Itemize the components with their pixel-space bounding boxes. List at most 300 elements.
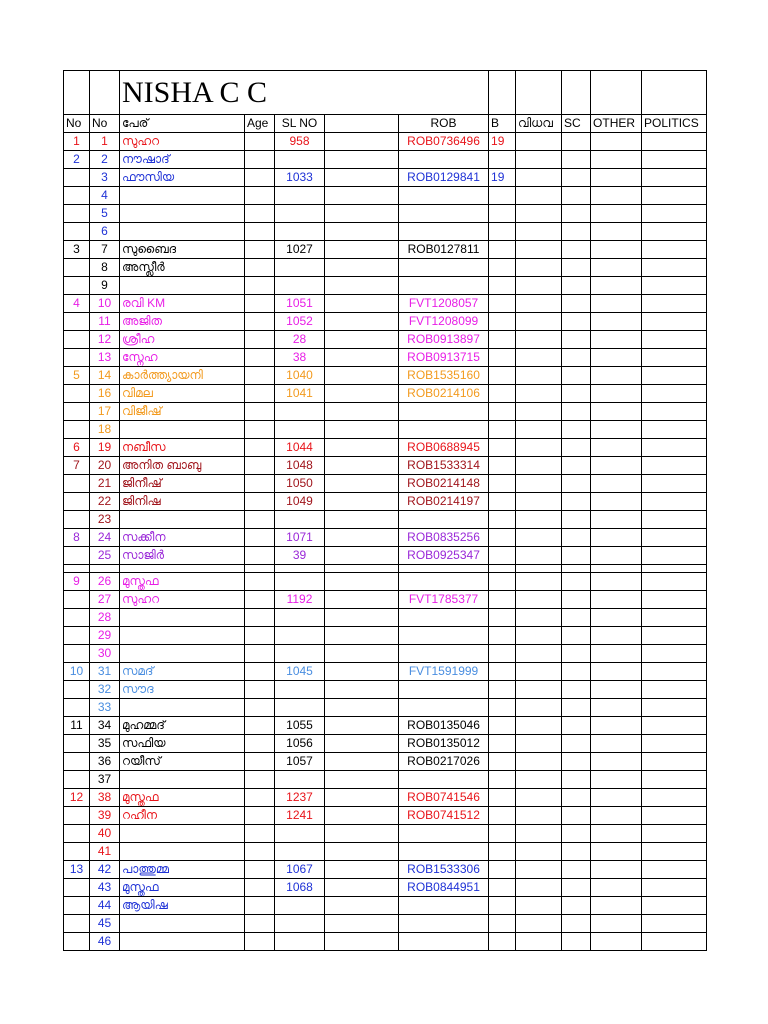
table-row	[64, 681, 707, 699]
politics-cell	[642, 591, 707, 609]
rob-cell	[399, 771, 489, 789]
other-cell	[591, 421, 642, 439]
serial-no-cell: 16	[90, 385, 120, 403]
blank-cell	[325, 475, 399, 493]
widow-cell	[516, 385, 562, 403]
house-no-cell	[64, 331, 90, 349]
politics-cell	[642, 645, 707, 663]
house-no-cell	[64, 915, 90, 933]
other-cell	[591, 331, 642, 349]
b-cell	[489, 187, 516, 205]
other-cell	[591, 681, 642, 699]
blank-cell	[325, 205, 399, 223]
name-cell: മുസ്തഫ	[120, 573, 245, 591]
rob-cell	[399, 223, 489, 241]
table-row	[64, 565, 707, 573]
widow-cell	[516, 187, 562, 205]
politics-cell	[642, 735, 707, 753]
table-row	[64, 753, 707, 771]
blank-cell	[325, 735, 399, 753]
header-serial-no: No	[90, 115, 120, 133]
politics-cell	[642, 349, 707, 367]
age-cell	[245, 475, 275, 493]
house-no-cell	[64, 735, 90, 753]
b-cell	[489, 807, 516, 825]
sc-cell	[562, 681, 591, 699]
table-row	[64, 789, 707, 807]
b-cell	[489, 915, 516, 933]
widow-cell	[516, 349, 562, 367]
house-no-cell: 3	[64, 241, 90, 259]
politics-cell	[642, 241, 707, 259]
serial-no-cell: 44	[90, 897, 120, 915]
other-cell	[591, 915, 642, 933]
serial-no-cell: 21	[90, 475, 120, 493]
widow-cell	[516, 133, 562, 151]
table-row	[64, 609, 707, 627]
other-cell	[591, 547, 642, 565]
sc-cell	[562, 439, 591, 457]
widow-cell	[516, 421, 562, 439]
house-no-cell	[64, 627, 90, 645]
b-cell: 19	[489, 169, 516, 187]
blank-cell	[325, 295, 399, 313]
serial-no-cell: 42	[90, 861, 120, 879]
rob-cell: ROB0129841	[399, 169, 489, 187]
sc-cell	[562, 241, 591, 259]
serial-no-cell: 31	[90, 663, 120, 681]
table-row	[64, 277, 707, 295]
politics-cell	[642, 223, 707, 241]
sc-cell	[562, 753, 591, 771]
blank-cell	[325, 493, 399, 511]
name-cell: റയീസ്	[120, 753, 245, 771]
widow-cell	[516, 169, 562, 187]
table-row	[64, 843, 707, 861]
name-cell: രവി KM	[120, 295, 245, 313]
age-cell	[245, 735, 275, 753]
name-cell	[120, 277, 245, 295]
widow-cell	[516, 277, 562, 295]
blank-cell	[325, 349, 399, 367]
b-cell	[489, 259, 516, 277]
b-cell	[489, 385, 516, 403]
name-cell: നൗഷാദ്	[120, 151, 245, 169]
sl-no-cell: 1027	[275, 241, 325, 259]
politics-cell	[642, 825, 707, 843]
politics-cell	[642, 681, 707, 699]
politics-cell	[642, 565, 707, 573]
sl-no-cell: 1071	[275, 529, 325, 547]
house-no-cell	[64, 403, 90, 421]
sl-no-cell: 1052	[275, 313, 325, 331]
blank-cell	[325, 403, 399, 421]
other-cell	[591, 663, 642, 681]
serial-no-cell: 20	[90, 457, 120, 475]
b-cell	[489, 879, 516, 897]
other-cell	[591, 825, 642, 843]
other-cell	[591, 699, 642, 717]
name-cell: ആയിഷ	[120, 897, 245, 915]
b-cell	[489, 277, 516, 295]
serial-no-cell: 13	[90, 349, 120, 367]
table-row	[64, 771, 707, 789]
name-cell: സുഹറ	[120, 133, 245, 151]
b-cell	[489, 331, 516, 349]
sc-cell	[562, 205, 591, 223]
serial-no-cell: 46	[90, 933, 120, 951]
rob-cell: ROB0741512	[399, 807, 489, 825]
name-cell: സ്നേഹ	[120, 349, 245, 367]
table-row	[64, 421, 707, 439]
house-no-cell	[64, 259, 90, 277]
b-cell	[489, 609, 516, 627]
name-cell	[120, 699, 245, 717]
header-politics: POLITICS	[642, 115, 707, 133]
sl-no-cell	[275, 151, 325, 169]
sc-cell	[562, 223, 591, 241]
blank-cell	[325, 277, 399, 295]
serial-no-cell: 34	[90, 717, 120, 735]
politics-cell	[642, 861, 707, 879]
table-row	[64, 735, 707, 753]
name-cell: ശ്രീഹ	[120, 331, 245, 349]
age-cell	[245, 439, 275, 457]
header-sl-no: SL NO	[275, 115, 325, 133]
widow-cell	[516, 753, 562, 771]
sl-no-cell: 1241	[275, 807, 325, 825]
other-cell	[591, 753, 642, 771]
sc-cell	[562, 609, 591, 627]
widow-cell	[516, 681, 562, 699]
table-row	[64, 511, 707, 529]
sl-no-cell	[275, 645, 325, 663]
b-cell	[489, 151, 516, 169]
rob-cell	[399, 565, 489, 573]
politics-cell	[642, 547, 707, 565]
politics-cell	[642, 627, 707, 645]
age-cell	[245, 493, 275, 511]
sc-cell	[562, 915, 591, 933]
name-cell: റഹീന	[120, 807, 245, 825]
sc-cell	[562, 843, 591, 861]
widow-cell	[516, 241, 562, 259]
politics-cell	[642, 663, 707, 681]
widow-cell	[516, 151, 562, 169]
age-cell	[245, 573, 275, 591]
other-cell	[591, 843, 642, 861]
house-no-cell	[64, 933, 90, 951]
serial-no-cell: 45	[90, 915, 120, 933]
sc-cell	[562, 861, 591, 879]
sl-no-cell	[275, 843, 325, 861]
widow-cell	[516, 789, 562, 807]
rob-cell: ROB1533314	[399, 457, 489, 475]
table-row	[64, 187, 707, 205]
table-row	[64, 645, 707, 663]
name-cell	[120, 627, 245, 645]
sl-no-cell	[275, 511, 325, 529]
b-cell	[489, 223, 516, 241]
sc-cell	[562, 627, 591, 645]
other-cell	[591, 591, 642, 609]
blank-cell	[325, 861, 399, 879]
blank-cell	[325, 591, 399, 609]
widow-cell	[516, 295, 562, 313]
widow-cell	[516, 493, 562, 511]
sc-cell	[562, 529, 591, 547]
sc-cell	[562, 349, 591, 367]
table-row	[64, 933, 707, 951]
politics-cell	[642, 439, 707, 457]
sc-cell	[562, 699, 591, 717]
b-cell	[489, 475, 516, 493]
serial-no-cell: 5	[90, 205, 120, 223]
blank-cell	[325, 699, 399, 717]
age-cell	[245, 663, 275, 681]
name-cell: സക്കീന	[120, 529, 245, 547]
politics-cell	[642, 529, 707, 547]
sc-cell	[562, 259, 591, 277]
other-cell	[591, 313, 642, 331]
politics-cell	[642, 699, 707, 717]
rob-cell: ROB0844951	[399, 879, 489, 897]
sl-no-cell	[275, 421, 325, 439]
widow-cell	[516, 367, 562, 385]
serial-no-cell: 26	[90, 573, 120, 591]
politics-cell	[642, 915, 707, 933]
name-cell	[120, 223, 245, 241]
blank-cell	[325, 915, 399, 933]
name-cell: ജിനിഷ	[120, 493, 245, 511]
table-row	[64, 295, 707, 313]
b-cell	[489, 771, 516, 789]
age-cell	[245, 223, 275, 241]
b-cell	[489, 529, 516, 547]
sc-cell	[562, 511, 591, 529]
age-cell	[245, 843, 275, 861]
b-cell	[489, 295, 516, 313]
sl-no-cell: 1237	[275, 789, 325, 807]
other-cell	[591, 771, 642, 789]
name-cell	[120, 511, 245, 529]
b-cell	[489, 627, 516, 645]
table-row	[64, 385, 707, 403]
age-cell	[245, 591, 275, 609]
politics-cell	[642, 609, 707, 627]
rob-cell	[399, 645, 489, 663]
politics-cell	[642, 295, 707, 313]
house-no-cell	[64, 187, 90, 205]
rob-cell	[399, 915, 489, 933]
other-cell	[591, 789, 642, 807]
rob-cell	[399, 933, 489, 951]
widow-cell	[516, 591, 562, 609]
name-cell: അസ്ലീർ	[120, 259, 245, 277]
widow-cell	[516, 699, 562, 717]
sc-cell	[562, 717, 591, 735]
house-no-cell	[64, 699, 90, 717]
table-row	[64, 169, 707, 187]
b-cell	[489, 573, 516, 591]
blank-cell	[325, 789, 399, 807]
age-cell	[245, 627, 275, 645]
sc-cell	[562, 591, 591, 609]
rob-cell	[399, 511, 489, 529]
house-no-cell	[64, 421, 90, 439]
house-no-cell	[64, 825, 90, 843]
age-cell	[245, 861, 275, 879]
sc-cell	[562, 897, 591, 915]
blank-cell	[325, 717, 399, 735]
age-cell	[245, 349, 275, 367]
widow-cell	[516, 717, 562, 735]
sc-cell	[562, 493, 591, 511]
house-no-cell	[64, 223, 90, 241]
blank-cell	[325, 663, 399, 681]
name-cell	[120, 933, 245, 951]
blank-cell	[325, 385, 399, 403]
name-cell: സമദ്	[120, 663, 245, 681]
house-no-cell: 6	[64, 439, 90, 457]
b-cell	[489, 313, 516, 331]
house-no-cell: 2	[64, 151, 90, 169]
sl-no-cell	[275, 933, 325, 951]
name-cell: മുസ്തഫ	[120, 879, 245, 897]
blank-cell	[325, 313, 399, 331]
house-no-cell	[64, 349, 90, 367]
table-row	[64, 591, 707, 609]
sc-cell	[562, 277, 591, 295]
sl-no-cell: 1068	[275, 879, 325, 897]
b-cell	[489, 663, 516, 681]
politics-cell	[642, 457, 707, 475]
serial-no-cell: 6	[90, 223, 120, 241]
name-cell: സുഹറ	[120, 591, 245, 609]
age-cell	[245, 825, 275, 843]
other-cell	[591, 565, 642, 573]
house-no-cell: 10	[64, 663, 90, 681]
blank-cell	[325, 627, 399, 645]
rob-cell	[399, 259, 489, 277]
rob-cell	[399, 843, 489, 861]
age-cell	[245, 295, 275, 313]
other-cell	[591, 187, 642, 205]
blank-cell	[325, 241, 399, 259]
other-cell	[591, 151, 642, 169]
widow-cell	[516, 403, 562, 421]
blank-cell	[325, 753, 399, 771]
name-cell: അനിത ബാബു	[120, 457, 245, 475]
serial-no-cell: 2	[90, 151, 120, 169]
sl-no-cell	[275, 205, 325, 223]
table-row	[64, 663, 707, 681]
age-cell	[245, 879, 275, 897]
age-cell	[245, 259, 275, 277]
b-cell	[489, 753, 516, 771]
serial-no-cell: 4	[90, 187, 120, 205]
other-cell	[591, 439, 642, 457]
rob-cell: ROB0127811	[399, 241, 489, 259]
serial-no-cell: 8	[90, 259, 120, 277]
politics-cell	[642, 717, 707, 735]
b-cell	[489, 735, 516, 753]
house-no-cell	[64, 609, 90, 627]
house-no-cell	[64, 565, 90, 573]
house-no-cell	[64, 205, 90, 223]
serial-no-cell: 24	[90, 529, 120, 547]
politics-cell	[642, 403, 707, 421]
voter-list-table	[63, 70, 707, 951]
table-row	[64, 241, 707, 259]
sc-cell	[562, 403, 591, 421]
sl-no-cell: 958	[275, 133, 325, 151]
serial-no-cell: 1	[90, 133, 120, 151]
sl-no-cell: 28	[275, 331, 325, 349]
name-cell: അജിത	[120, 313, 245, 331]
blank-cell	[325, 645, 399, 663]
sc-cell	[562, 331, 591, 349]
widow-cell	[516, 457, 562, 475]
widow-cell	[516, 565, 562, 573]
sc-cell	[562, 825, 591, 843]
table-row	[64, 457, 707, 475]
house-no-cell	[64, 475, 90, 493]
table-row	[64, 493, 707, 511]
serial-no-cell: 19	[90, 439, 120, 457]
serial-no-cell: 11	[90, 313, 120, 331]
other-cell	[591, 403, 642, 421]
other-cell	[591, 897, 642, 915]
rob-cell	[399, 681, 489, 699]
title-cell-blank	[562, 71, 591, 115]
b-cell	[489, 439, 516, 457]
name-cell	[120, 645, 245, 663]
b-cell	[489, 789, 516, 807]
other-cell	[591, 241, 642, 259]
serial-no-cell: 40	[90, 825, 120, 843]
header-b: B	[489, 115, 516, 133]
sc-cell	[562, 151, 591, 169]
rob-cell: ROB0135012	[399, 735, 489, 753]
widow-cell	[516, 609, 562, 627]
other-cell	[591, 385, 642, 403]
blank-cell	[325, 259, 399, 277]
age-cell	[245, 717, 275, 735]
serial-no-cell	[90, 565, 120, 573]
age-cell	[245, 151, 275, 169]
house-no-cell	[64, 385, 90, 403]
sl-no-cell: 1033	[275, 169, 325, 187]
rob-cell: ROB0688945	[399, 439, 489, 457]
house-no-cell: 5	[64, 367, 90, 385]
widow-cell	[516, 735, 562, 753]
age-cell	[245, 547, 275, 565]
politics-cell	[642, 187, 707, 205]
rob-cell: ROB0214197	[399, 493, 489, 511]
rob-cell	[399, 897, 489, 915]
house-no-cell: 12	[64, 789, 90, 807]
blank-cell	[325, 151, 399, 169]
house-no-cell	[64, 843, 90, 861]
sc-cell	[562, 367, 591, 385]
sl-no-cell: 1045	[275, 663, 325, 681]
sl-no-cell: 1040	[275, 367, 325, 385]
house-no-cell	[64, 277, 90, 295]
rob-cell: ROB0214148	[399, 475, 489, 493]
house-no-cell	[64, 511, 90, 529]
other-cell	[591, 277, 642, 295]
